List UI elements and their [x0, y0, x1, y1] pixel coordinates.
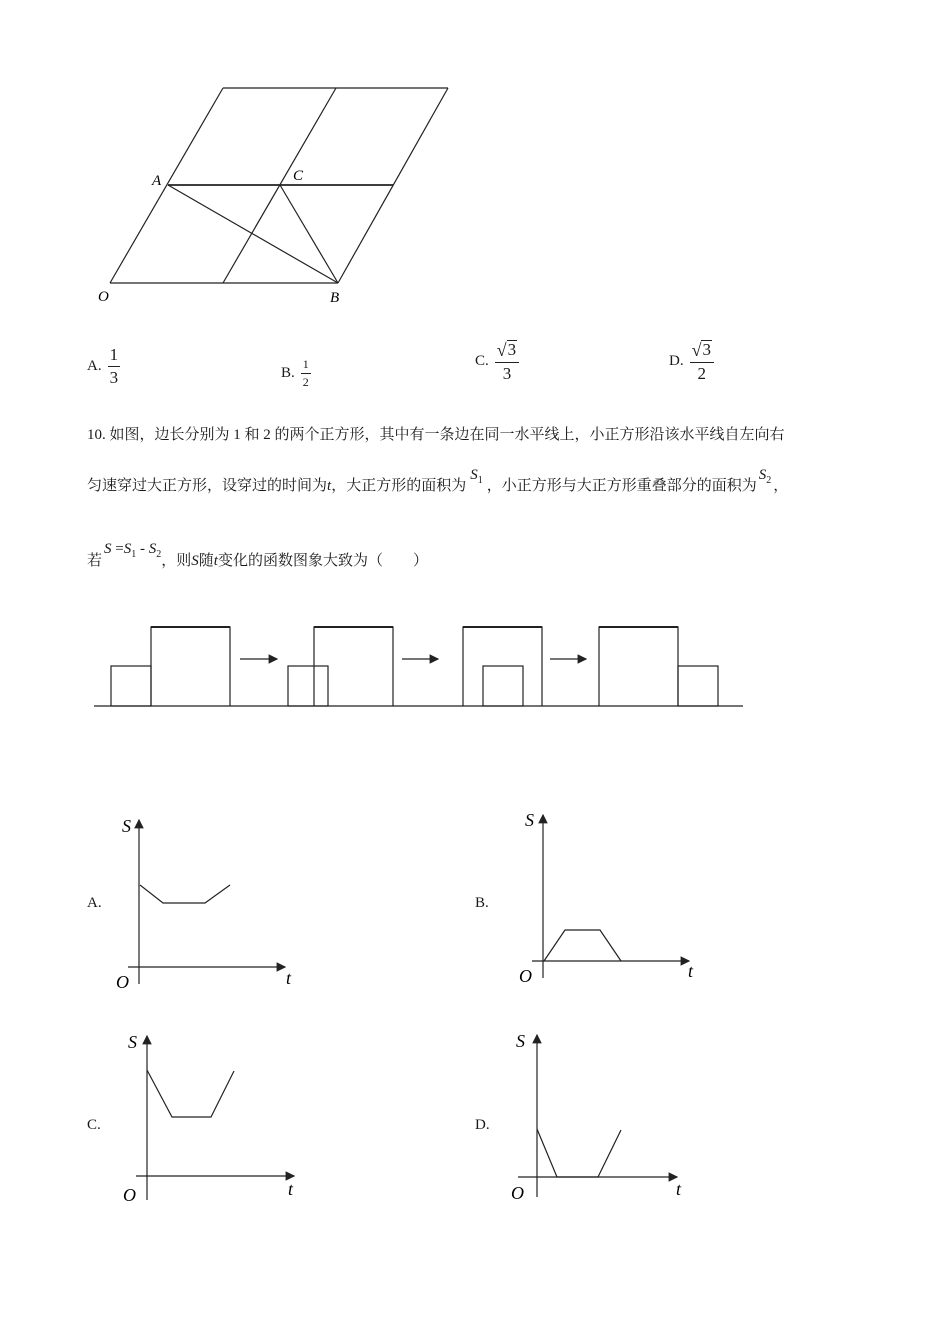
variable-s: S: [191, 553, 199, 569]
fraction: [108, 345, 121, 388]
point-label-b: B: [330, 290, 340, 306]
point-label-o: O: [98, 289, 109, 305]
numerator: 1: [108, 345, 121, 367]
numerator: 1: [301, 357, 311, 374]
s1-subscript: 1: [477, 475, 483, 486]
numerator: [495, 340, 519, 363]
fraction: [301, 357, 311, 390]
graph-b-label[interactable]: B.: [475, 895, 489, 911]
option-letter: D.: [669, 353, 684, 370]
q10-line-2-text-c: ，小正方形与大正方形重叠部分的面积为: [486, 478, 757, 494]
denominator: 2: [697, 363, 707, 383]
q10-line-1: 10. 如图，边长分别为 1 和 2 的两个正方形，其中有一条边在同一水平线上，小正方形沿该水平线自左向右: [87, 427, 785, 443]
numerator: [690, 340, 714, 363]
s1-symbol: [470, 468, 483, 486]
q10-line-2: [87, 467, 789, 496]
formula-s1-sub: 1: [131, 549, 137, 560]
point-label-c: C: [293, 168, 304, 184]
origin-label: O: [123, 1185, 136, 1205]
q10-line-2-text-d: ，: [773, 478, 789, 494]
q9-option-a[interactable]: [87, 345, 120, 388]
squares-motion-diagram: [90, 620, 750, 715]
option-letter: C.: [475, 353, 489, 370]
s2-symbol: [759, 468, 772, 486]
x-axis-label: t: [688, 961, 694, 981]
variable-t: t: [327, 478, 332, 494]
q10-line-3-text-b: ，则: [161, 553, 192, 569]
s1-letter: S: [470, 467, 478, 483]
q10-line-3: [87, 541, 428, 570]
variable-t: t: [213, 553, 218, 569]
parallelogram-figure: [90, 80, 470, 310]
q10-line-2-text-a: 匀速穿过大正方形，设穿过的时间为: [87, 478, 328, 494]
formula-s-eq: [104, 542, 161, 560]
graph-b[interactable]: [515, 806, 705, 991]
formula-s2-sub: 2: [156, 549, 162, 560]
graph-d-label[interactable]: D.: [475, 1117, 490, 1133]
graph-c[interactable]: [118, 1028, 308, 1213]
denominator: 3: [109, 368, 119, 387]
denominator: 2: [302, 375, 309, 389]
y-axis-label: S: [525, 810, 534, 830]
option-letter: A.: [87, 358, 102, 374]
formula-s1: S: [123, 541, 132, 557]
x-axis-label: t: [676, 1179, 682, 1199]
y-axis-label: S: [128, 1032, 137, 1052]
denominator: 3: [502, 363, 512, 383]
formula-s: S: [104, 541, 112, 557]
q9-option-c[interactable]: [475, 340, 519, 384]
s2-subscript: 2: [766, 475, 772, 486]
x-axis-label: t: [286, 968, 292, 988]
origin-label: O: [116, 972, 129, 992]
origin-label: O: [511, 1183, 524, 1203]
q9-option-b[interactable]: [281, 357, 311, 390]
radicand: 3: [702, 340, 711, 359]
graph-a-label[interactable]: A.: [87, 895, 102, 911]
y-axis-label: S: [516, 1031, 525, 1051]
origin-label: O: [519, 966, 532, 986]
graph-d[interactable]: [508, 1027, 698, 1212]
point-label-a: A: [152, 173, 162, 189]
s2-letter: S: [758, 467, 767, 483]
fraction: [690, 340, 714, 384]
formula-s2: S: [148, 541, 157, 557]
fraction: [495, 340, 519, 384]
radicand: 3: [507, 340, 517, 359]
sqrt-symbol: √ 3: [496, 339, 517, 360]
y-axis-label: S: [122, 816, 131, 836]
graph-c-label[interactable]: C.: [87, 1117, 101, 1133]
q10-line-2-text-b: ，大正方形的面积为: [331, 478, 467, 494]
q9-option-d[interactable]: [669, 340, 714, 384]
q10-line-3-text-d: 变化的函数图象大致为（ ）: [217, 553, 428, 569]
q10-line-3-text-c: 随: [198, 553, 214, 569]
option-letter: B.: [281, 365, 295, 381]
formula-equals: =: [111, 541, 124, 557]
sqrt-symbol: √ 3: [691, 339, 711, 360]
formula-minus: -: [136, 541, 149, 557]
q10-line-3-text-a: 若: [87, 553, 103, 569]
x-axis-label: t: [288, 1179, 294, 1199]
graph-a[interactable]: [110, 812, 300, 997]
